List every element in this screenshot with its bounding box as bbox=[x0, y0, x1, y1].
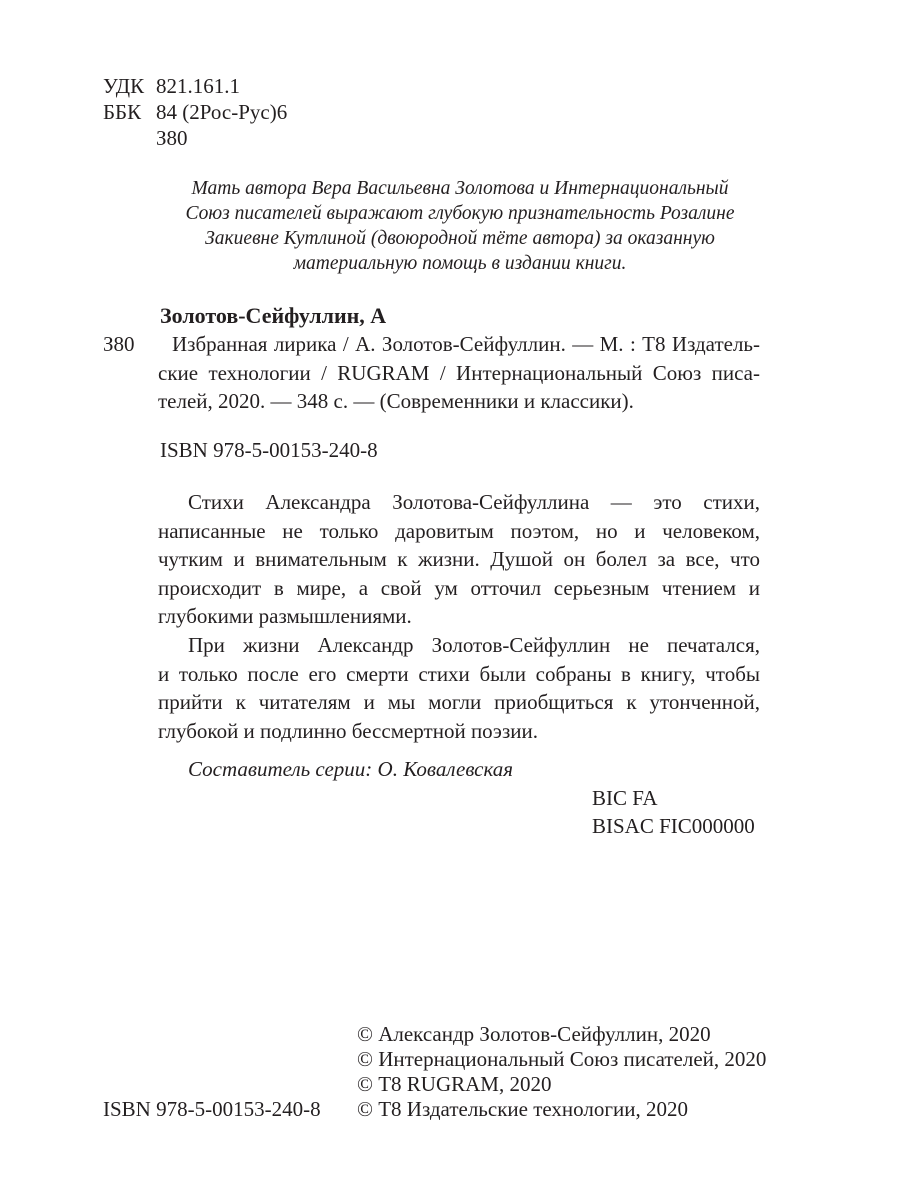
annotation-line: и только после его смерти стихи были собраны в книгу, чтобы bbox=[158, 661, 760, 686]
author-sign-row bbox=[103, 125, 287, 151]
annotation-line: происходит в мире, а свой ум отточил серьезным чтением и bbox=[158, 575, 760, 600]
copyright-line: © Т8 Издательские технологии, 2020 bbox=[357, 1097, 688, 1121]
description-line: телей, 2020. — 348 с. — (Современники и классики). bbox=[158, 389, 634, 413]
annotation-line: чутким и внимательным к жизни. Душой он болел за все, что bbox=[158, 547, 760, 572]
copyright-line: © Т8 RUGRAM, 2020 bbox=[357, 1072, 552, 1096]
copyright-line: © Интернациональный Союз писателей, 2020 bbox=[357, 1047, 767, 1071]
catalog-number: З80 bbox=[103, 332, 135, 356]
description-line: Избранная лирика / А. Золотов-Сейфуллин. — М. : Т8 Издатель- bbox=[172, 332, 760, 356]
bibliographic-description bbox=[158, 330, 760, 416]
annotation-line: прийти к читателям и мы могли приобщиться к утонченной, bbox=[158, 690, 760, 715]
annotation-line: глубокими размышлениями. bbox=[158, 604, 412, 629]
annotation-line: глубокой и подлинно бессмертной поэзии. bbox=[158, 718, 538, 743]
acknowledgement-line: Закиевне Кутлиной (двоюродной тёте автора) за оказанную bbox=[205, 228, 715, 249]
series-compiler: Составитель серии: О. Ковалевская bbox=[188, 757, 514, 781]
subject-codes bbox=[592, 784, 755, 840]
acknowledgement bbox=[160, 176, 760, 276]
author-heading: Золотов-Сейфуллин, А bbox=[160, 303, 387, 328]
annotation bbox=[158, 488, 760, 745]
copyright-block bbox=[357, 1022, 766, 1122]
bbk-row bbox=[103, 99, 287, 125]
annotation-line: написанные не только даровитым поэтом, но и человеком, bbox=[158, 518, 760, 543]
acknowledgement-line: Союз писателей выражают глубокую признательность Розалине bbox=[185, 203, 735, 224]
author-sign: З80 bbox=[156, 126, 188, 150]
acknowledgement-line: материальную помощь в издании книги. bbox=[293, 253, 627, 274]
annotation-line: Стихи Александра Золотова-Сейфуллина — это стихи, bbox=[188, 490, 760, 514]
bic-code: BIC FA bbox=[592, 786, 658, 810]
udk-value: 821.161.1 bbox=[156, 74, 240, 98]
udk-label: УДК bbox=[103, 74, 145, 98]
bbk-label: ББК bbox=[103, 100, 142, 124]
classification-block bbox=[103, 73, 287, 151]
copyright-line: © Александр Золотов-Сейфуллин, 2020 bbox=[357, 1022, 711, 1046]
description-line: ские технологии / RUGRAM / Интернациональный Союз писа- bbox=[158, 360, 760, 385]
bisac-code: BISAC FIC000000 bbox=[592, 814, 755, 838]
footer-isbn: ISBN 978-5-00153-240-8 bbox=[103, 1097, 321, 1121]
annotation-line: При жизни Александр Золотов-Сейфуллин не печатался, bbox=[188, 632, 760, 657]
bbk-value: 84 (2Рос-Рус)6 bbox=[156, 100, 288, 124]
udk-row bbox=[103, 73, 287, 99]
isbn: ISBN 978-5-00153-240-8 bbox=[160, 438, 378, 462]
acknowledgement-line: Мать автора Вера Васильевна Золотова и Интернациональный bbox=[191, 178, 729, 199]
